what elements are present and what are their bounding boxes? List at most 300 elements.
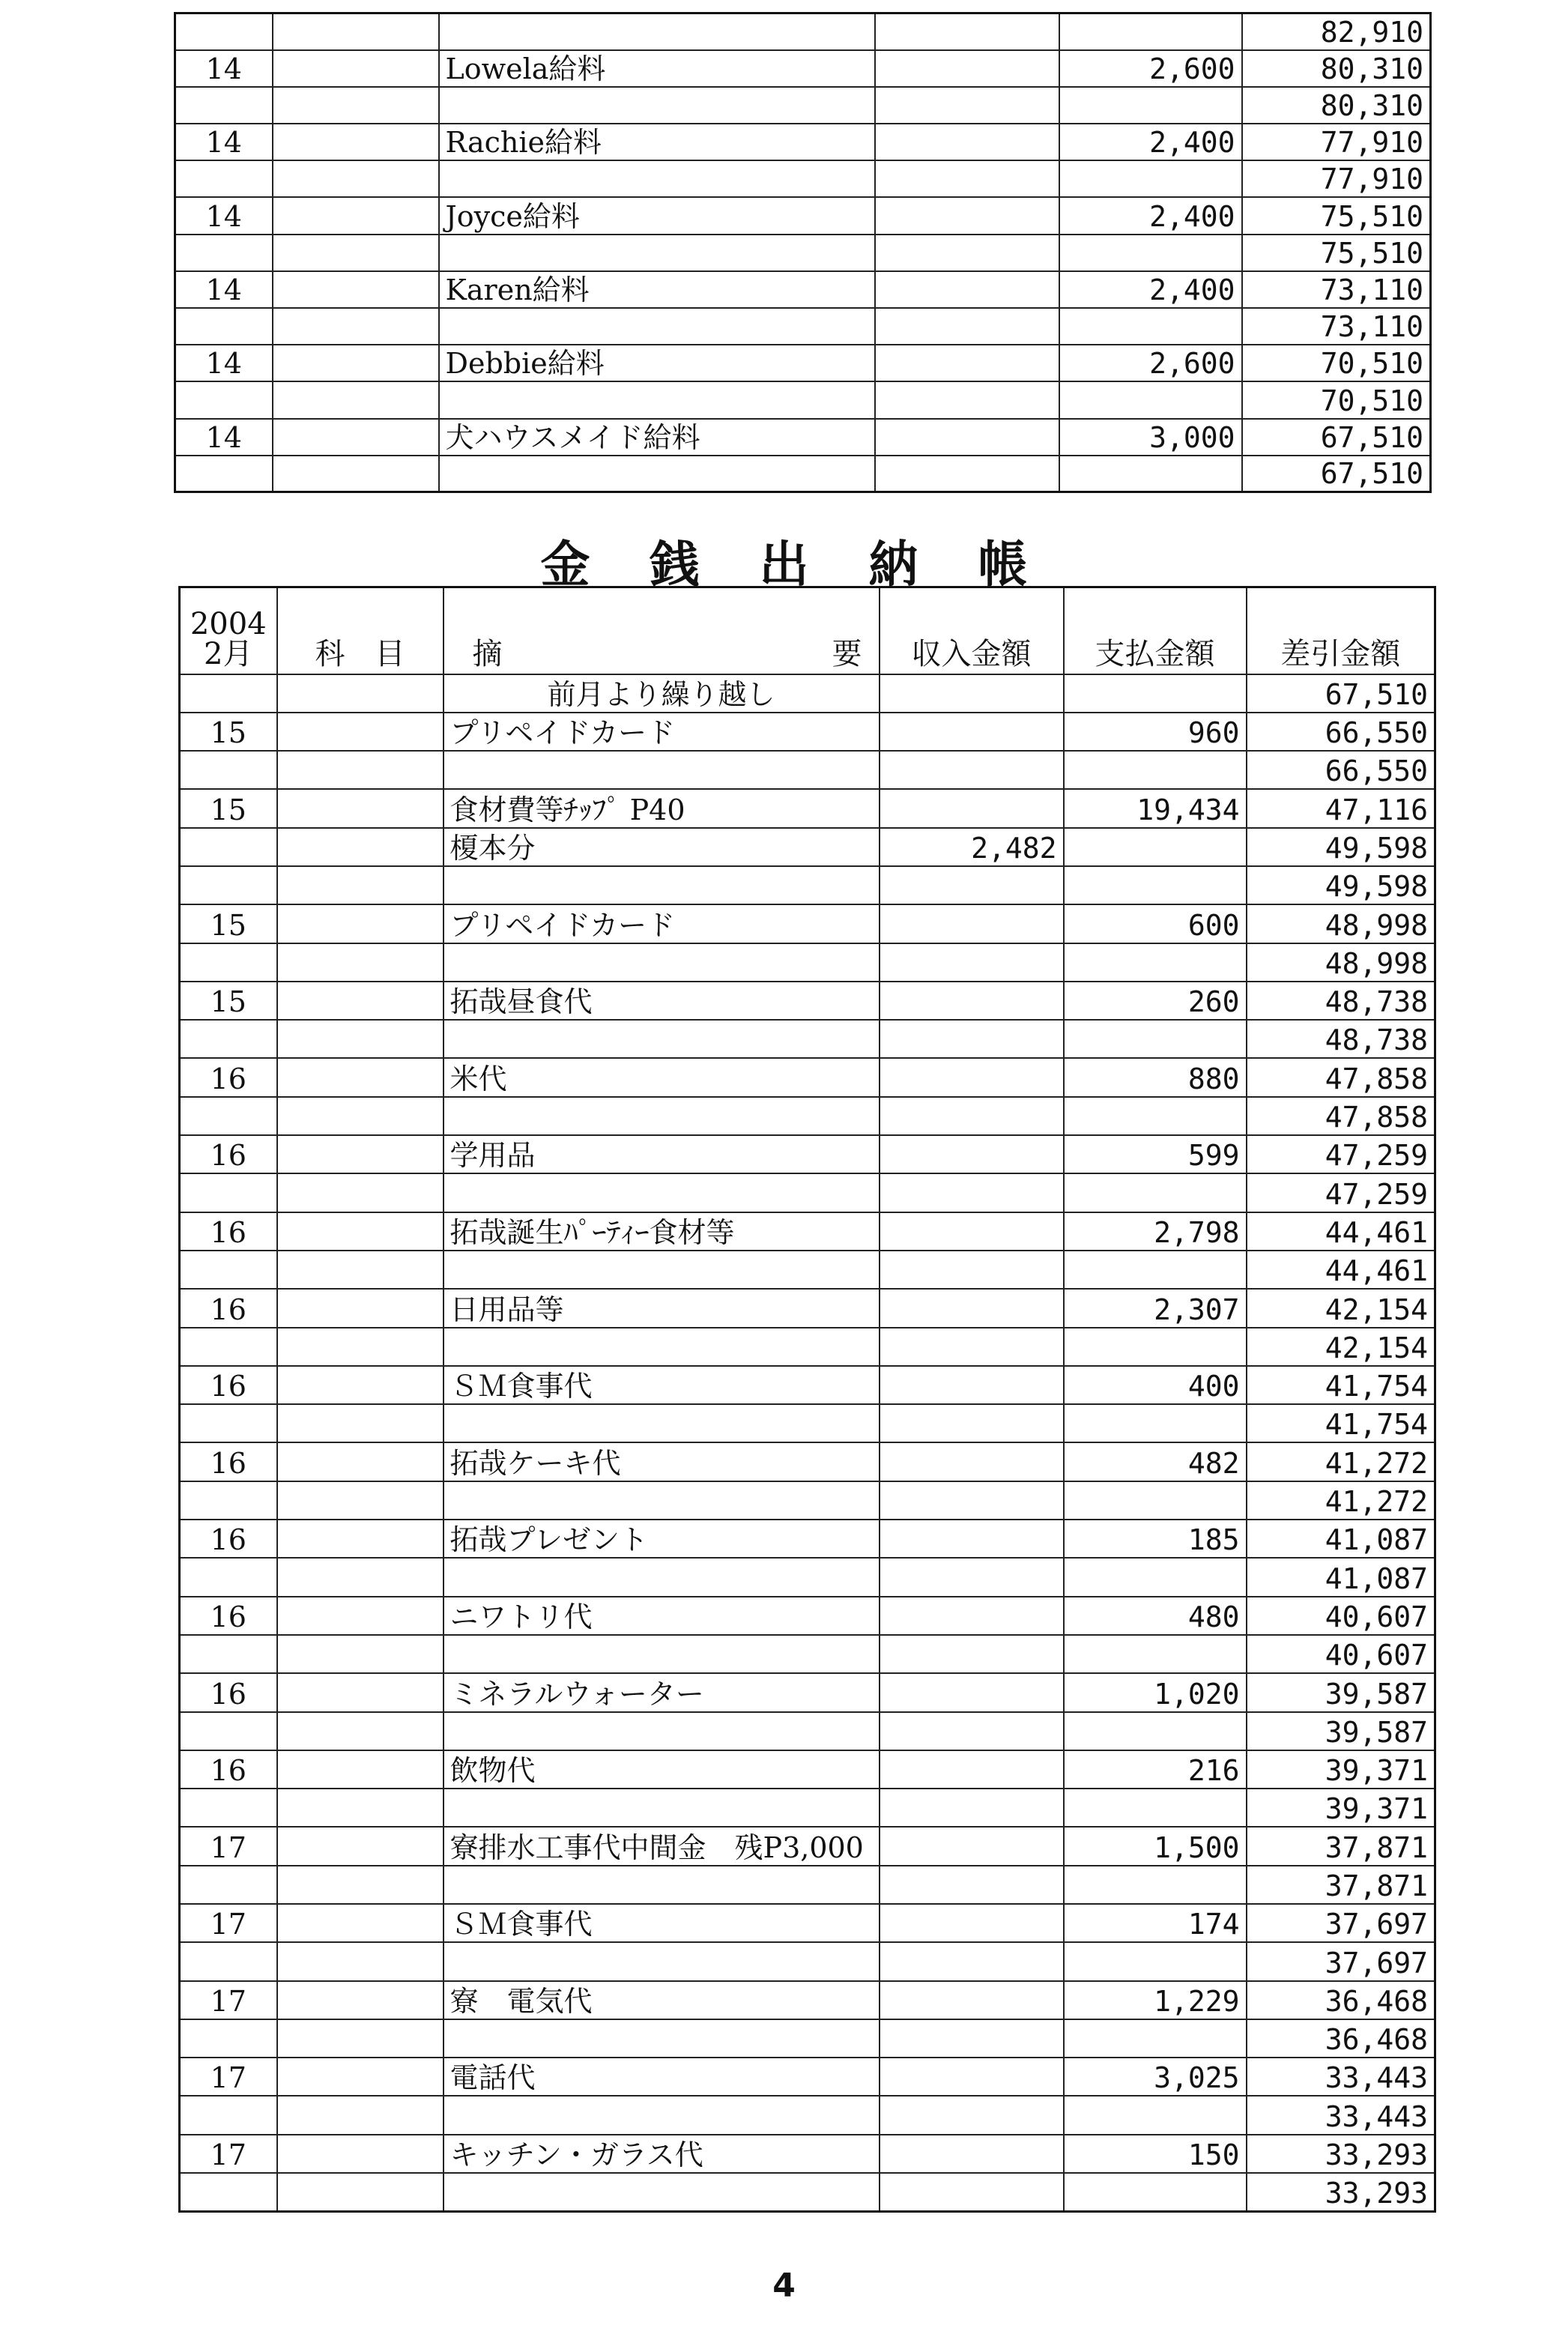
payment-cell bbox=[1064, 2096, 1247, 2134]
balance-cell: 41,754 bbox=[1247, 1366, 1435, 1404]
day-cell bbox=[180, 1789, 277, 1827]
table-row bbox=[180, 1173, 1435, 1212]
payment-cell: 482 bbox=[1064, 1442, 1247, 1481]
category-cell bbox=[277, 1366, 444, 1404]
day-cell bbox=[180, 1712, 277, 1750]
payment-cell: 599 bbox=[1064, 1135, 1247, 1173]
day-cell bbox=[180, 1942, 277, 1980]
payment-cell bbox=[1059, 160, 1242, 197]
table-row bbox=[175, 308, 1431, 345]
description-cell: 拓哉昼食代 bbox=[444, 982, 880, 1020]
payment-cell: 174 bbox=[1064, 1904, 1247, 1942]
payment-cell: 260 bbox=[1064, 982, 1247, 1020]
payment-cell: 3,000 bbox=[1059, 419, 1242, 456]
payment-cell: 1,229 bbox=[1064, 1981, 1247, 2019]
income-cell bbox=[880, 1942, 1064, 1980]
income-cell bbox=[875, 197, 1059, 234]
balance-cell: 33,293 bbox=[1247, 2135, 1435, 2173]
description-cell: Rachie給料 bbox=[439, 124, 875, 160]
table-row bbox=[180, 789, 1435, 827]
income-cell bbox=[880, 1404, 1064, 1442]
day-cell: 14 bbox=[175, 50, 273, 87]
description-cell bbox=[444, 1328, 880, 1366]
category-cell bbox=[277, 1020, 444, 1058]
description-cell: 米代 bbox=[444, 1058, 880, 1096]
description-cell: 拓哉誕生ﾊﾟｰﾃｨｰ食材等 bbox=[444, 1212, 880, 1251]
table-row bbox=[180, 1712, 1435, 1750]
payment-cell: 2,798 bbox=[1064, 1212, 1247, 1251]
balance-cell: 41,087 bbox=[1247, 1558, 1435, 1596]
day-cell: 14 bbox=[175, 124, 273, 160]
table-row bbox=[180, 1404, 1435, 1442]
income-cell bbox=[880, 1558, 1064, 1596]
balance-cell: 47,858 bbox=[1247, 1097, 1435, 1135]
header-payment: 支払金額 bbox=[1064, 587, 1247, 674]
payment-cell bbox=[1059, 456, 1242, 492]
payment-cell bbox=[1064, 1789, 1247, 1827]
description-cell bbox=[439, 87, 875, 124]
balance-cell: 42,154 bbox=[1247, 1328, 1435, 1366]
table-row bbox=[180, 1789, 1435, 1827]
day-cell: 14 bbox=[175, 197, 273, 234]
payment-cell: 2,600 bbox=[1059, 345, 1242, 381]
day-cell bbox=[180, 2173, 277, 2211]
balance-cell: 36,468 bbox=[1247, 1981, 1435, 2019]
description-cell bbox=[444, 1404, 880, 1442]
description-cell bbox=[444, 943, 880, 982]
day-cell bbox=[175, 308, 273, 345]
table-row bbox=[180, 1750, 1435, 1789]
income-cell bbox=[880, 1173, 1064, 1212]
day-cell bbox=[175, 160, 273, 197]
income-cell bbox=[880, 1481, 1064, 1520]
table-row bbox=[180, 982, 1435, 1020]
payment-cell bbox=[1059, 87, 1242, 124]
category-cell bbox=[277, 1328, 444, 1366]
income-cell bbox=[880, 1251, 1064, 1289]
description-cell: 拓哉ケーキ代 bbox=[444, 1442, 880, 1481]
payment-cell: 880 bbox=[1064, 1058, 1247, 1096]
income-cell bbox=[880, 1866, 1064, 1904]
day-cell bbox=[180, 943, 277, 982]
day-cell: 17 bbox=[180, 1827, 277, 1865]
table-row bbox=[175, 419, 1431, 456]
category-cell bbox=[277, 1712, 444, 1750]
description-cell: 榎本分 bbox=[444, 828, 880, 866]
balance-cell: 41,754 bbox=[1247, 1404, 1435, 1442]
balance-cell: 48,738 bbox=[1247, 982, 1435, 1020]
day-cell: 17 bbox=[180, 2135, 277, 2173]
payment-cell bbox=[1064, 1866, 1247, 1904]
category-cell bbox=[277, 1750, 444, 1789]
income-cell bbox=[880, 1520, 1064, 1558]
payment-cell: 1,500 bbox=[1064, 1827, 1247, 1865]
title-char: 出 bbox=[759, 536, 809, 593]
payment-cell: 216 bbox=[1064, 1750, 1247, 1789]
table-row bbox=[180, 1251, 1435, 1289]
payment-cell: 3,025 bbox=[1064, 2058, 1247, 2096]
balance-cell: 44,461 bbox=[1247, 1251, 1435, 1289]
description-cell bbox=[439, 456, 875, 492]
table-row bbox=[180, 674, 1435, 713]
table-row bbox=[180, 1366, 1435, 1404]
income-cell bbox=[880, 1597, 1064, 1635]
balance-cell: 66,550 bbox=[1247, 713, 1435, 751]
income-cell bbox=[880, 866, 1064, 904]
category-cell bbox=[277, 828, 444, 866]
day-cell: 16 bbox=[180, 1673, 277, 1711]
table-row bbox=[180, 1673, 1435, 1711]
income-cell: 2,482 bbox=[880, 828, 1064, 866]
header-category: 科 目 bbox=[277, 587, 444, 674]
balance-cell: 33,443 bbox=[1247, 2096, 1435, 2134]
table-row bbox=[180, 751, 1435, 789]
description-cell bbox=[444, 1173, 880, 1212]
category-cell bbox=[273, 160, 439, 197]
day-cell: 16 bbox=[180, 1442, 277, 1481]
income-cell bbox=[880, 1750, 1064, 1789]
balance-cell: 47,116 bbox=[1247, 789, 1435, 827]
table-row bbox=[180, 2173, 1435, 2211]
balance-cell: 41,272 bbox=[1247, 1442, 1435, 1481]
category-cell bbox=[277, 1520, 444, 1558]
description-cell bbox=[444, 751, 880, 789]
table-row bbox=[175, 13, 1431, 50]
category-cell bbox=[277, 1481, 444, 1520]
income-cell bbox=[880, 1442, 1064, 1481]
payment-cell bbox=[1064, 943, 1247, 982]
day-cell: 17 bbox=[180, 2058, 277, 2096]
category-cell bbox=[277, 2058, 444, 2096]
balance-cell: 44,461 bbox=[1247, 1212, 1435, 1251]
income-cell bbox=[880, 1904, 1064, 1942]
payment-cell: 19,434 bbox=[1064, 789, 1247, 827]
description-cell bbox=[444, 1789, 880, 1827]
payment-cell: 400 bbox=[1064, 1366, 1247, 1404]
category-cell bbox=[277, 2096, 444, 2134]
day-cell: 14 bbox=[175, 419, 273, 456]
table-row bbox=[180, 1942, 1435, 1980]
page-number: 4 bbox=[772, 2267, 796, 2305]
category-cell bbox=[273, 271, 439, 308]
table-row bbox=[180, 1481, 1435, 1520]
table-row bbox=[175, 456, 1431, 492]
payment-cell bbox=[1059, 308, 1242, 345]
income-cell bbox=[880, 1981, 1064, 2019]
ledger-header-row bbox=[180, 587, 1435, 674]
category-cell bbox=[277, 943, 444, 982]
category-cell bbox=[277, 674, 444, 713]
table-row bbox=[180, 2135, 1435, 2173]
table-row bbox=[180, 1866, 1435, 1904]
category-cell bbox=[277, 1173, 444, 1212]
table-row bbox=[180, 1442, 1435, 1481]
balance-cell: 75,510 bbox=[1242, 197, 1431, 234]
day-cell bbox=[180, 1558, 277, 1596]
category-cell bbox=[277, 1942, 444, 1980]
day-cell bbox=[180, 1328, 277, 1366]
table-row bbox=[180, 1212, 1435, 1251]
table-row bbox=[180, 1058, 1435, 1096]
table-row bbox=[180, 2096, 1435, 2134]
table-row bbox=[180, 2058, 1435, 2096]
day-cell: 15 bbox=[180, 713, 277, 751]
header-summary-right: 要 bbox=[832, 636, 862, 671]
category-cell bbox=[277, 1827, 444, 1865]
description-cell: Lowela給料 bbox=[439, 50, 875, 87]
description-cell bbox=[444, 2173, 880, 2211]
income-cell bbox=[875, 419, 1059, 456]
balance-cell: 36,468 bbox=[1247, 2019, 1435, 2058]
income-cell bbox=[880, 2173, 1064, 2211]
table-row bbox=[180, 1904, 1435, 1942]
day-cell: 14 bbox=[175, 345, 273, 381]
payment-cell bbox=[1064, 751, 1247, 789]
income-cell bbox=[880, 1058, 1064, 1096]
balance-cell: 48,998 bbox=[1247, 943, 1435, 982]
income-cell bbox=[880, 1097, 1064, 1135]
day-cell bbox=[180, 1404, 277, 1442]
payment-cell bbox=[1064, 1020, 1247, 1058]
income-cell bbox=[880, 904, 1064, 943]
category-cell bbox=[277, 1558, 444, 1596]
description-cell: 拓哉プレゼント bbox=[444, 1520, 880, 1558]
day-cell bbox=[180, 1481, 277, 1520]
ledger-main-body bbox=[180, 674, 1435, 2212]
table-row bbox=[175, 124, 1431, 160]
payment-cell bbox=[1064, 828, 1247, 866]
description-cell bbox=[444, 1942, 880, 1980]
header-balance: 差引金額 bbox=[1247, 587, 1435, 674]
day-cell bbox=[175, 87, 273, 124]
day-cell bbox=[180, 2096, 277, 2134]
description-cell bbox=[439, 308, 875, 345]
balance-cell: 41,087 bbox=[1247, 1520, 1435, 1558]
day-cell bbox=[175, 13, 273, 50]
description-cell bbox=[444, 1097, 880, 1135]
payment-cell bbox=[1064, 1712, 1247, 1750]
income-cell bbox=[880, 2019, 1064, 2058]
category-cell bbox=[277, 1597, 444, 1635]
day-cell bbox=[180, 828, 277, 866]
category-cell bbox=[277, 1212, 444, 1251]
table-row bbox=[180, 904, 1435, 943]
day-cell bbox=[180, 1173, 277, 1212]
payment-cell bbox=[1064, 674, 1247, 713]
balance-cell: 40,607 bbox=[1247, 1597, 1435, 1635]
table-row bbox=[175, 381, 1431, 418]
table-row bbox=[180, 1520, 1435, 1558]
balance-cell: 73,110 bbox=[1242, 308, 1431, 345]
ledger-table-continued bbox=[174, 12, 1432, 493]
income-cell bbox=[880, 943, 1064, 982]
category-cell bbox=[277, 1404, 444, 1442]
income-cell bbox=[880, 1135, 1064, 1173]
payment-cell bbox=[1064, 1558, 1247, 1596]
day-cell: 16 bbox=[180, 1212, 277, 1251]
payment-cell bbox=[1064, 866, 1247, 904]
balance-cell: 49,598 bbox=[1247, 866, 1435, 904]
balance-cell: 75,510 bbox=[1242, 235, 1431, 271]
header-summary-left: 摘 bbox=[472, 636, 503, 671]
income-cell bbox=[875, 271, 1059, 308]
category-cell bbox=[273, 197, 439, 234]
category-cell bbox=[273, 50, 439, 87]
category-cell bbox=[277, 1097, 444, 1135]
day-cell bbox=[180, 1251, 277, 1289]
payment-cell bbox=[1059, 13, 1242, 50]
category-cell bbox=[277, 1442, 444, 1481]
table-row bbox=[180, 1597, 1435, 1635]
payment-cell: 1,020 bbox=[1064, 1673, 1247, 1711]
income-cell bbox=[880, 1366, 1064, 1404]
balance-cell: 39,587 bbox=[1247, 1712, 1435, 1750]
description-cell: 寮 電気代 bbox=[444, 1981, 880, 2019]
category-cell bbox=[277, 789, 444, 827]
income-cell bbox=[880, 1212, 1064, 1251]
income-cell bbox=[880, 1712, 1064, 1750]
description-cell bbox=[444, 1712, 880, 1750]
table-row bbox=[175, 50, 1431, 87]
balance-cell: 41,272 bbox=[1247, 1481, 1435, 1520]
payment-cell bbox=[1064, 1251, 1247, 1289]
balance-cell: 42,154 bbox=[1247, 1289, 1435, 1327]
day-cell bbox=[175, 456, 273, 492]
day-cell: 16 bbox=[180, 1289, 277, 1327]
category-cell bbox=[277, 1866, 444, 1904]
payment-cell bbox=[1064, 1097, 1247, 1135]
category-cell bbox=[273, 345, 439, 381]
payment-cell: 960 bbox=[1064, 713, 1247, 751]
income-cell bbox=[880, 2135, 1064, 2173]
category-cell bbox=[273, 381, 439, 418]
balance-cell: 48,998 bbox=[1247, 904, 1435, 943]
category-cell bbox=[277, 1635, 444, 1673]
income-cell bbox=[875, 160, 1059, 197]
balance-cell: 80,310 bbox=[1242, 50, 1431, 87]
category-cell bbox=[277, 1981, 444, 2019]
income-cell bbox=[880, 1289, 1064, 1327]
day-cell bbox=[180, 751, 277, 789]
income-cell bbox=[880, 674, 1064, 713]
income-cell bbox=[875, 308, 1059, 345]
payment-cell bbox=[1064, 1173, 1247, 1212]
income-cell bbox=[880, 713, 1064, 751]
balance-cell: 67,510 bbox=[1242, 419, 1431, 456]
balance-cell: 70,510 bbox=[1242, 381, 1431, 418]
table-row bbox=[175, 197, 1431, 234]
category-cell bbox=[277, 713, 444, 751]
balance-cell: 67,510 bbox=[1247, 674, 1435, 713]
balance-cell: 33,293 bbox=[1247, 2173, 1435, 2211]
payment-cell: 2,400 bbox=[1059, 271, 1242, 308]
table-row bbox=[180, 866, 1435, 904]
table-row bbox=[175, 235, 1431, 271]
table-row bbox=[175, 271, 1431, 308]
balance-cell: 37,697 bbox=[1247, 1904, 1435, 1942]
header-summary bbox=[444, 587, 880, 674]
category-cell bbox=[273, 87, 439, 124]
category-cell bbox=[277, 982, 444, 1020]
category-cell bbox=[273, 13, 439, 50]
description-cell: プリペイドカード bbox=[444, 713, 880, 751]
table-row bbox=[175, 345, 1431, 381]
description-cell: Karen給料 bbox=[439, 271, 875, 308]
balance-cell: 37,871 bbox=[1247, 1827, 1435, 1865]
category-cell bbox=[277, 751, 444, 789]
description-cell: Joyce給料 bbox=[439, 197, 875, 234]
payment-cell: 2,600 bbox=[1059, 50, 1242, 87]
description-cell: 食材費等ﾁｯﾌﾟ P40 bbox=[444, 789, 880, 827]
income-cell bbox=[875, 235, 1059, 271]
category-cell bbox=[277, 1673, 444, 1711]
description-cell bbox=[439, 13, 875, 50]
income-cell bbox=[880, 1789, 1064, 1827]
day-cell bbox=[175, 381, 273, 418]
category-cell bbox=[277, 2135, 444, 2173]
category-cell bbox=[277, 1789, 444, 1827]
description-cell bbox=[444, 1866, 880, 1904]
income-cell bbox=[875, 124, 1059, 160]
category-cell bbox=[277, 1251, 444, 1289]
table-row bbox=[180, 943, 1435, 982]
table-row bbox=[180, 1328, 1435, 1366]
balance-cell: 80,310 bbox=[1242, 87, 1431, 124]
day-cell bbox=[180, 2019, 277, 2058]
day-cell bbox=[175, 235, 273, 271]
payment-cell bbox=[1064, 1328, 1247, 1366]
income-cell bbox=[875, 50, 1059, 87]
payment-cell bbox=[1064, 1404, 1247, 1442]
income-cell bbox=[875, 87, 1059, 124]
category-cell bbox=[277, 1289, 444, 1327]
balance-cell: 37,871 bbox=[1247, 1866, 1435, 1904]
category-cell bbox=[277, 904, 444, 943]
payment-cell: 2,400 bbox=[1059, 197, 1242, 234]
balance-cell: 77,910 bbox=[1242, 124, 1431, 160]
income-cell bbox=[880, 751, 1064, 789]
category-cell bbox=[277, 2019, 444, 2058]
day-cell bbox=[180, 866, 277, 904]
day-cell bbox=[180, 674, 277, 713]
description-cell bbox=[439, 381, 875, 418]
day-cell bbox=[180, 1097, 277, 1135]
ledger-table-main bbox=[178, 586, 1436, 2213]
income-cell bbox=[875, 456, 1059, 492]
day-cell bbox=[180, 1020, 277, 1058]
payment-cell bbox=[1059, 235, 1242, 271]
header-month: 2月 bbox=[204, 636, 253, 671]
payment-cell: 2,307 bbox=[1064, 1289, 1247, 1327]
table-row bbox=[180, 713, 1435, 751]
table-row bbox=[180, 1635, 1435, 1673]
income-cell bbox=[880, 1827, 1064, 1865]
payment-cell bbox=[1064, 2173, 1247, 2211]
description-cell: キッチン・ガラス代 bbox=[444, 2135, 880, 2173]
day-cell: 16 bbox=[180, 1597, 277, 1635]
day-cell: 17 bbox=[180, 1904, 277, 1942]
table-row bbox=[180, 1135, 1435, 1173]
description-cell: ＳＭ食事代 bbox=[444, 1366, 880, 1404]
category-cell bbox=[273, 419, 439, 456]
description-cell: 学用品 bbox=[444, 1135, 880, 1173]
payment-cell bbox=[1064, 2019, 1247, 2058]
balance-cell: 47,259 bbox=[1247, 1135, 1435, 1173]
balance-cell: 73,110 bbox=[1242, 271, 1431, 308]
day-cell: 16 bbox=[180, 1366, 277, 1404]
description-cell bbox=[439, 160, 875, 197]
table-row bbox=[180, 1097, 1435, 1135]
